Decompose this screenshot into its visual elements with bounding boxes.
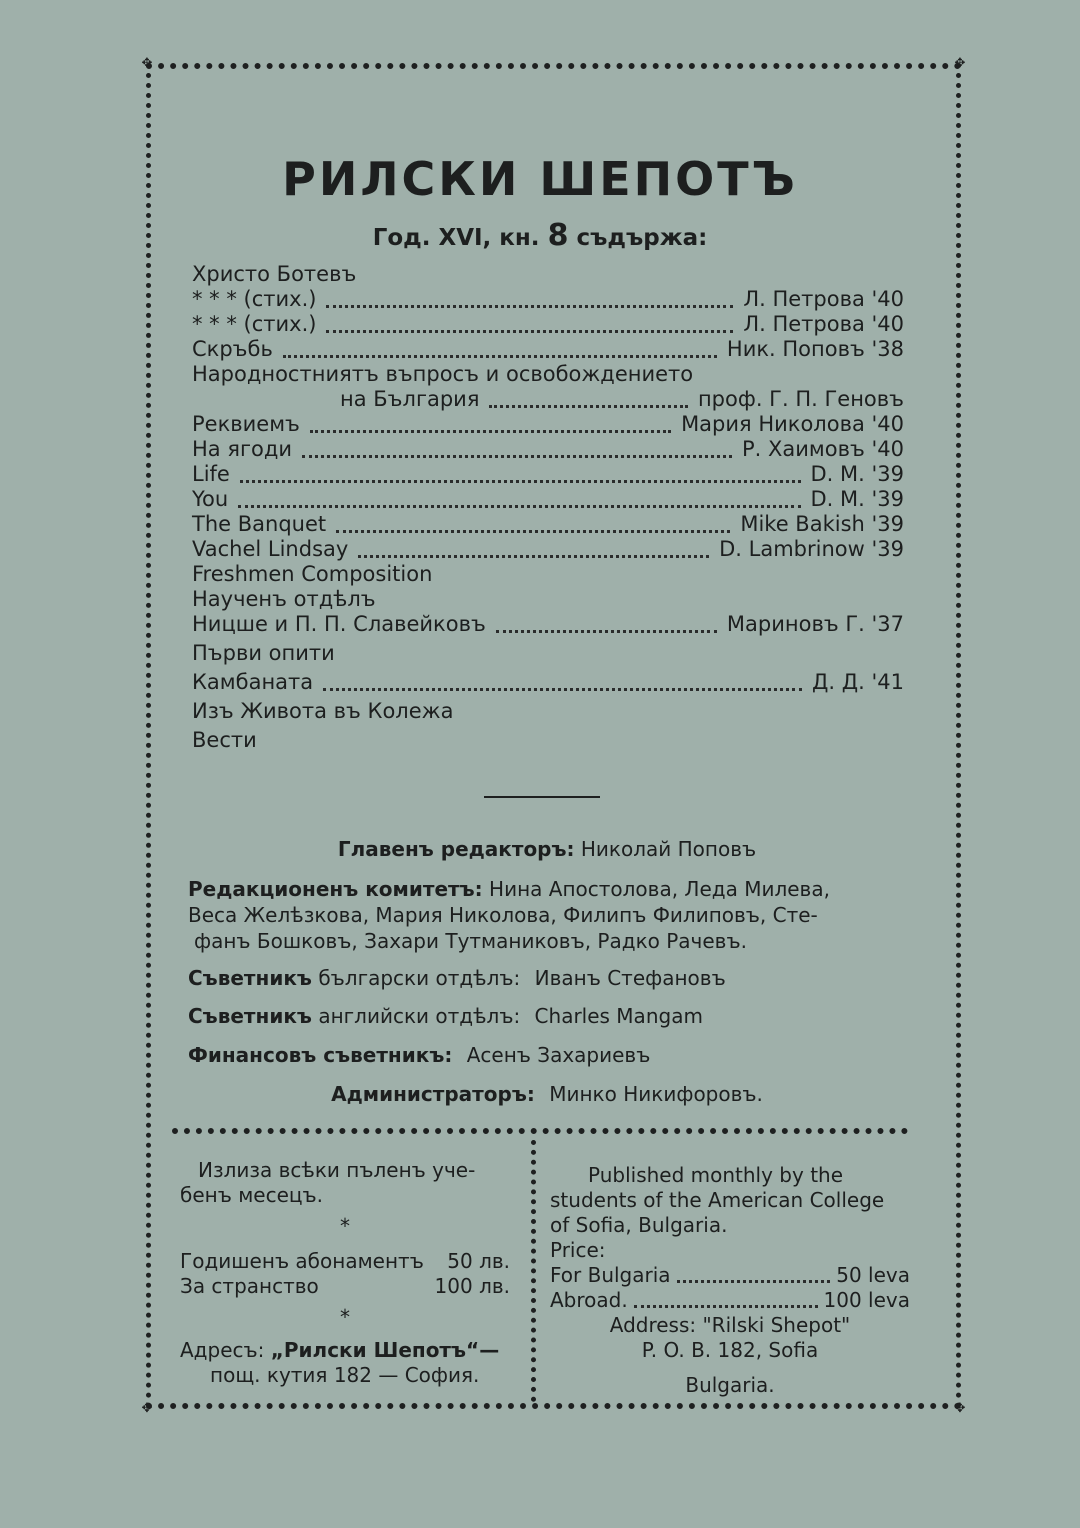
address-name: „Рилски Шепотъ“— [270,1338,500,1362]
committee-members: Веса Желѣзкова, Мария Николова, Филипъ Филиповъ, Сте- [188,903,818,927]
adviser-label: Съветникъ [188,966,312,990]
publication-note: Published monthly by the [588,1163,844,1187]
publication-note: of Sofia, Bulgaria. [550,1213,728,1237]
subscription-row [180,1249,510,1274]
address-label: Адресъ: [180,1338,265,1362]
toc-title: Христо Ботевъ [192,262,357,286]
toc-author: D. M. '39 [810,487,904,511]
admin-name: Минко Никифоровъ. [549,1082,763,1106]
toc-leader-dots [496,612,717,633]
adviser-dept: български отдѣлъ: [318,966,521,990]
toc-entry [192,728,904,753]
price-value: 100 лв. [434,1274,510,1298]
toc-entry [192,387,904,412]
toc-leader-dots [310,412,671,433]
price-value: 50 leva [836,1263,910,1287]
toc-title: На ягоди [192,437,293,461]
toc-title: The Banquet [192,512,327,536]
publication-note: students of the American College [550,1188,885,1212]
corner-ornament: ✥ [954,1401,966,1416]
toc-entry [192,641,904,666]
committee-block [188,876,906,954]
editor-name: Николай Поповъ [580,837,757,861]
toc-leader-dots [489,387,688,408]
toc-title: Камбаната [192,670,314,694]
magazine-title: РИЛСКИ ШЕПОТЪ [282,152,798,206]
editor-label: Главенъ редакторъ: [337,837,575,861]
editor-line [188,836,906,862]
price-value: 100 leva [823,1288,910,1312]
footer-divider [172,1128,908,1134]
committee-label: Редакционенъ комитетъ: [188,877,483,901]
finance-name: Асенъ Захариевъ [466,1043,651,1067]
adviser-label: Съветникъ [188,1004,312,1028]
corner-ornament: ✥ [954,56,966,71]
toc-title: Вести [192,728,257,752]
address-line [180,1338,510,1363]
price-value: 50 лв. [447,1249,510,1273]
toc-author: Ник. Поповъ '38 [726,337,904,361]
issue-subtitle [0,218,1080,253]
publication-note: Излиза всѣки пъленъ уче- [198,1158,476,1182]
toc-title: You [192,487,229,511]
toc-leader-dots [326,312,733,333]
toc-author: Л. Петрова '40 [743,287,904,311]
toc-entry [192,670,904,695]
toc-entry [192,587,904,612]
toc-entry [192,312,904,337]
toc-entry [192,512,904,537]
toc-leader-dots [323,670,802,691]
finance-line [188,1042,906,1068]
price-label: Годишенъ абонаментъ [180,1249,424,1273]
subtitle-suffix: съдържа: [576,225,708,251]
toc-entry [192,412,904,437]
corner-ornament: ✥ [141,1401,153,1416]
committee-members: Нина Апостолова, Леда Милева, [489,877,830,901]
toc-title: на България [340,387,480,411]
toc-entry [192,537,904,562]
toc-leader-dots [283,337,717,358]
toc-entry [192,462,904,487]
toc-title: Vachel Lindsay [192,537,349,561]
price-label: Price: [550,1238,606,1262]
toc-author: Р. Хаимовъ '40 [742,437,904,461]
toc-entry [192,437,904,462]
toc-title: * * * (стих.) [192,287,317,311]
footer-column-divider [531,1140,536,1402]
toc-author: Д. Д. '41 [811,670,904,694]
address-line: пощ. кутия 182 — София. [210,1363,480,1387]
toc-title: Ницше и П. П. Славейковъ [192,612,486,636]
toc-entry [192,562,904,587]
finance-label: Финансовъ съветникъ: [188,1043,453,1067]
price-label: Abroad. [550,1288,628,1312]
toc-title: Скръбь [192,337,273,361]
toc-entry [192,612,904,637]
subscription-info-en [550,1163,910,1398]
toc-leader-dots [240,462,801,483]
toc-leader-dots [336,512,730,533]
toc-title: * * * (стих.) [192,312,317,336]
toc-entry [192,362,904,387]
adviser-bg-line [188,965,906,991]
toc-author: проф. Г. П. Геновъ [697,387,904,411]
toc-leader-dots [302,437,732,458]
toc-title: Наученъ отдѣлъ [192,587,376,611]
committee-members: фанъ Бошковъ, Захари Тутманиковъ, Радко Рачевъ. [194,929,747,953]
toc-entry [192,699,904,724]
publication-note: бенъ месецъ. [180,1183,323,1207]
toc-entry [192,262,904,287]
section-divider [484,796,600,798]
price-row [550,1288,910,1313]
adviser-en-line [188,1003,906,1029]
adviser-name: Charles Mangam [534,1004,703,1028]
table-of-contents [192,262,904,753]
toc-title: Изъ Живота въ Колежа [192,699,454,723]
toc-author: D. M. '39 [810,462,904,486]
toc-entry [192,337,904,362]
price-row [550,1263,910,1288]
toc-title: Реквиемъ [192,412,300,436]
toc-title: Народностниятъ въпросъ и освобождението [192,362,694,386]
admin-label: Администраторъ: [331,1082,535,1106]
toc-author: Мария Николова '40 [681,412,904,436]
toc-entry [192,287,904,312]
issue-number: 8 [547,218,569,253]
subscription-row [180,1274,510,1299]
toc-title: Freshmen Composition [192,562,433,586]
toc-author: D. Lambrinow '39 [719,537,904,561]
corner-ornament: ✥ [141,56,153,71]
toc-author: Mike Bakish '39 [740,512,904,536]
adviser-dept: английски отдѣлъ: [318,1004,521,1028]
toc-title: Първи опити [192,641,335,665]
price-label: For Bulgaria [550,1263,671,1287]
toc-author: Л. Петрова '40 [743,312,904,336]
address-line: Address: "Rilski Shepot" [609,1313,851,1337]
subtitle-prefix: Год. XVI, кн. [372,225,540,251]
adviser-name: Иванъ Стефановъ [534,966,726,990]
toc-leader-dots [358,537,709,558]
toc-entry [192,487,904,512]
separator-star: * [340,1305,350,1329]
address-line: Bulgaria. [685,1373,775,1397]
toc-leader-dots [326,287,733,308]
separator-star: * [340,1214,350,1238]
toc-title: Life [192,462,230,486]
subscription-info-bg [180,1158,510,1388]
price-label: За странство [180,1274,319,1298]
toc-author: Мариновъ Г. '37 [726,612,904,636]
address-line: P. O. B. 182, Sofia [641,1338,819,1362]
toc-leader-dots [238,487,800,508]
admin-line [188,1081,906,1107]
